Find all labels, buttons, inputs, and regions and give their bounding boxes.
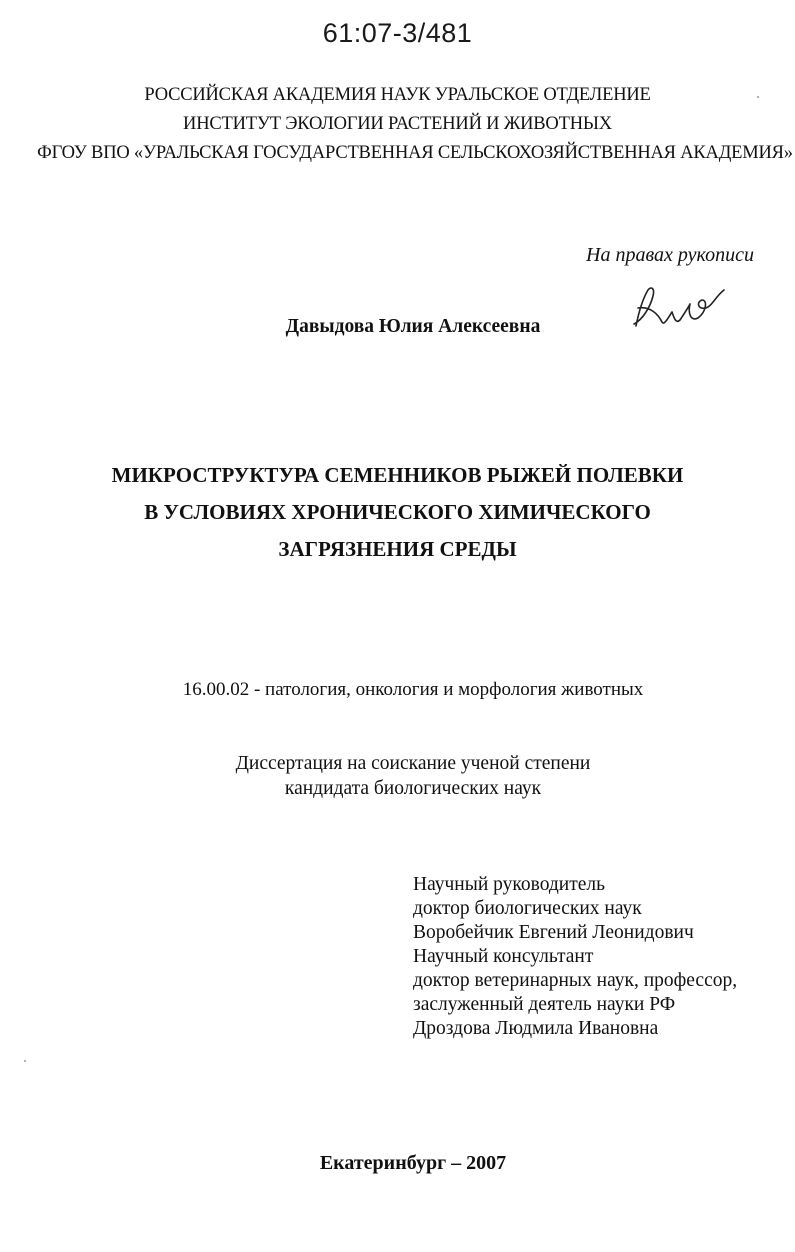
scan-speck [24, 1060, 26, 1062]
scan-speck [757, 96, 759, 98]
catalog-number: 61:07-3/481 [322, 18, 473, 48]
degree-line-2: кандидата биологических наук [284, 778, 542, 799]
degree-statement [0, 751, 795, 801]
advisor-line: Научный консультант [413, 946, 594, 967]
title-line-3: ЗАГРЯЗНЕНИЯ СРЕДЫ [278, 537, 517, 561]
advisor-line: доктор ветеринарных наук, профессор, [413, 970, 738, 991]
advisor-line: доктор биологических наук [413, 898, 642, 919]
degree-line-1: Диссертация на соискание ученой степени [235, 753, 591, 774]
rights-note: На правах рукописи [586, 244, 754, 266]
organization-line-1: РОССИЙСКАЯ АКАДЕМИЯ НАУК УРАЛЬСКОЕ ОТДЕЛЕНИЕ [144, 85, 651, 105]
advisors-block [413, 873, 737, 1041]
advisor-line: заслуженный деятель науки РФ [413, 994, 676, 1015]
title-line-1: МИКРОСТРУКТУРА СЕМЕННИКОВ РЫЖЕЙ ПОЛЕВКИ [111, 463, 684, 487]
author-name: Давыдова Юлия Алексеевна [285, 316, 541, 337]
title-line-2: В УСЛОВИЯХ ХРОНИЧЕСКОГО ХИМИЧЕСКОГО [144, 500, 651, 524]
advisor-line: Научный руководитель [413, 874, 606, 895]
organization-line-3: ФГОУ ВПО «УРАЛЬСКАЯ ГОСУДАРСТВЕННАЯ СЕЛЬСКОХОЗЯЙСТВЕННАЯ АКАДЕМИЯ» [37, 143, 793, 163]
city-year: Екатеринбург – 2007 [319, 1152, 507, 1174]
advisor-line: Дроздова Людмила Ивановна [413, 1018, 659, 1039]
specialty-code: 16.00.02 - патология, онкология и морфология животных [182, 679, 644, 700]
dissertation-title [0, 457, 795, 568]
organization-line-2: ИНСТИТУТ ЭКОЛОГИИ РАСТЕНИЙ И ЖИВОТНЫХ [183, 114, 612, 134]
advisor-line: Воробейчик Евгений Леонидович [413, 922, 694, 943]
